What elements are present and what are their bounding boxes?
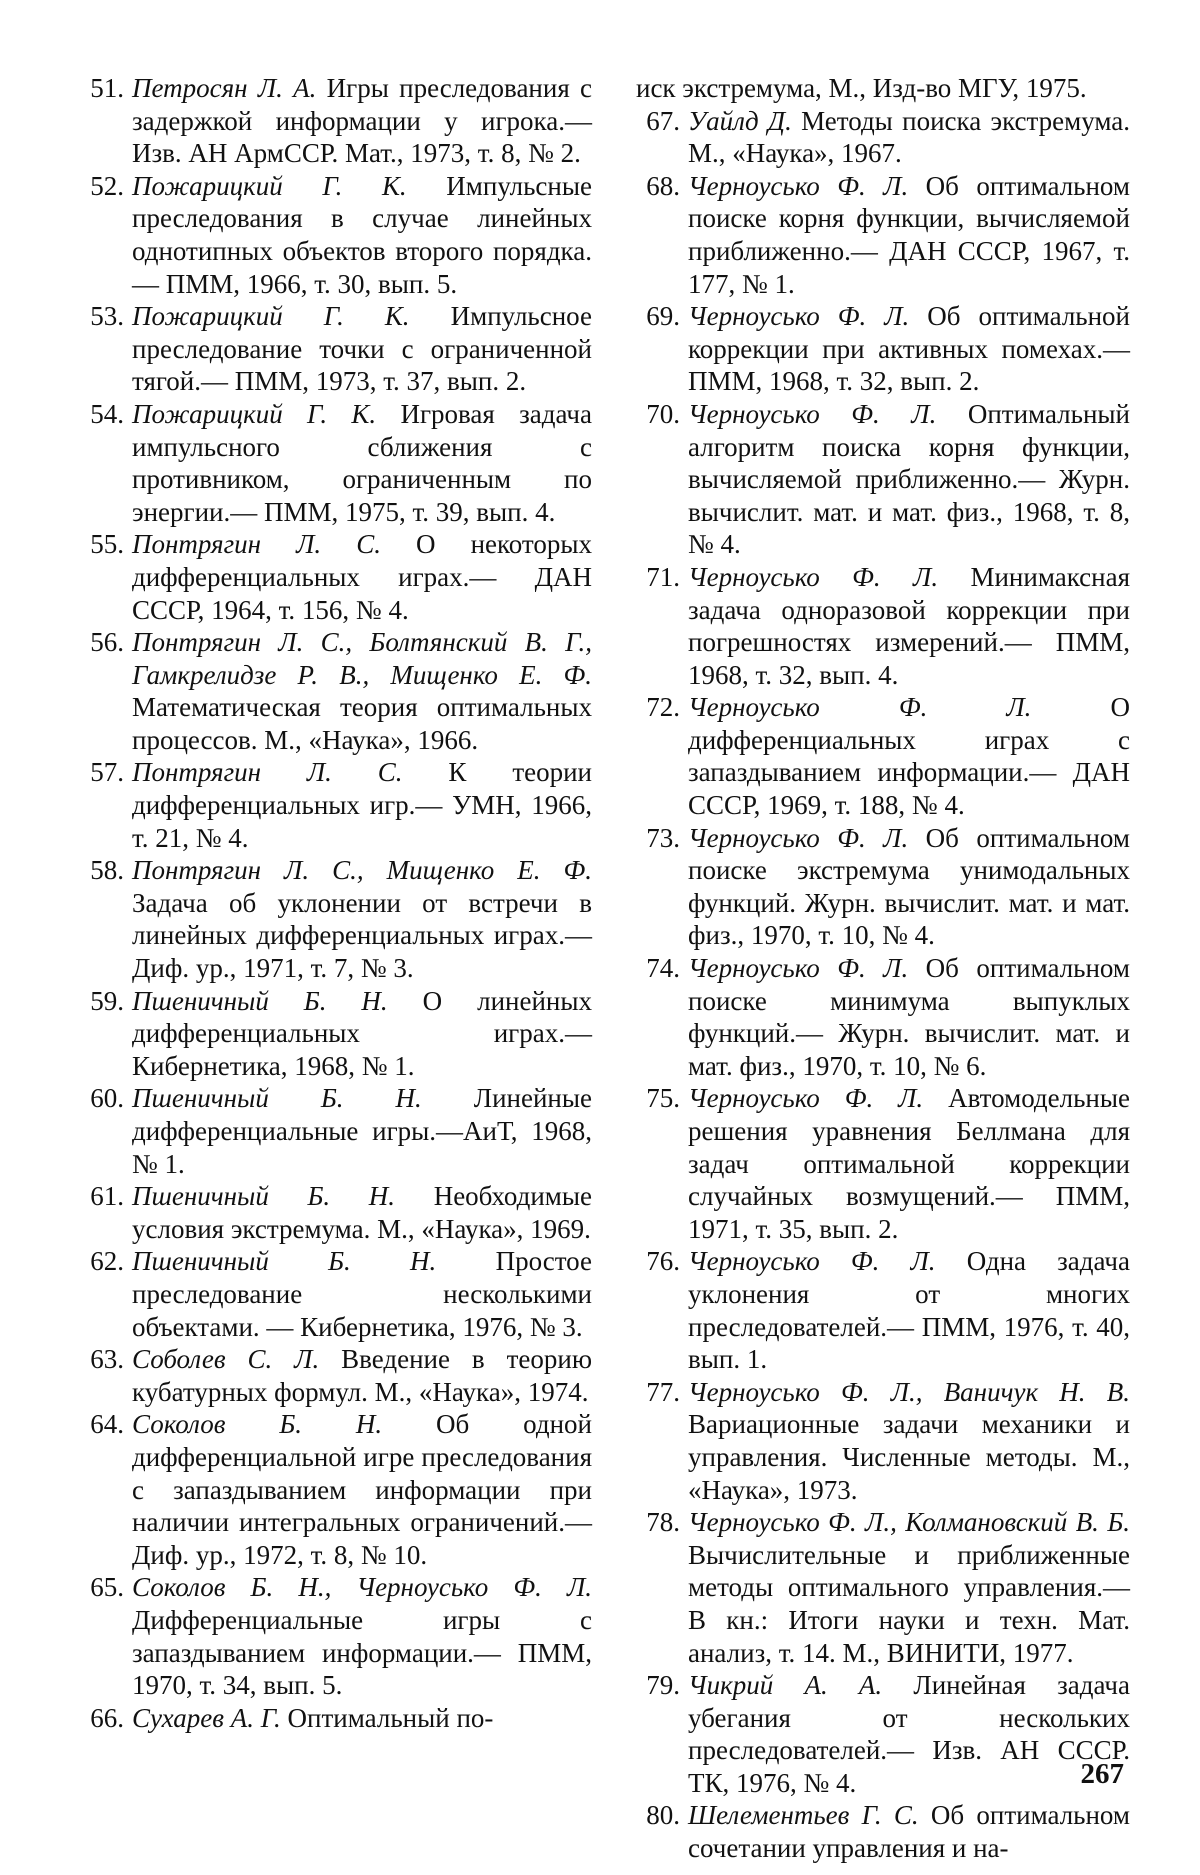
entry-text: О дифференциальных играх с запаздыванием информации.— ДАН СССР, 1969, т. 188, № 4. bbox=[688, 692, 1131, 821]
entry-text: Введение в теорию кубатурных формул. М., «Наука», 1974. bbox=[132, 1344, 592, 1407]
entry-text: Игры преследования с задержкой информации у игрока.— Изв. АН АрмССР. Мат., 1973, т. 8, № 2. bbox=[132, 73, 592, 169]
entry-text: Минимаксная задача одноразовой коррекции при погрешностях измерений.— ПММ, 1968, т. 32, вып. 4. bbox=[688, 561, 1130, 690]
bibliography-entry bbox=[72, 1571, 592, 1701]
entry-author: Черноусько Ф. Л. bbox=[688, 692, 1032, 723]
entry-text: Об одной дифференциальной игре преследования с запаздыванием информации при наличии интегральных ограничений.— Диф. ур., 1972, т. 8, № 10. bbox=[132, 1409, 592, 1570]
entry-author: Черноусько Ф. Л. bbox=[688, 398, 937, 429]
entry-number: 68. bbox=[646, 170, 680, 201]
entry-number: 70. bbox=[646, 398, 680, 429]
entry-number: 61. bbox=[90, 1181, 124, 1212]
entry-number: 58. bbox=[90, 855, 124, 886]
bibliography-entry bbox=[628, 1245, 1130, 1375]
page-number: 267 bbox=[1080, 1758, 1124, 1790]
entry-number: 63. bbox=[90, 1344, 124, 1375]
entry-text: Задача об уклонении от встречи в линейных дифференциальных играх.— Диф. ур., 1971, т. 7, № 3. bbox=[132, 887, 592, 984]
entry-author: Понтрягин Л. С., Болтянский В. Г., Гамкрелидзе Р. В., Мищенко Е. Ф. bbox=[132, 627, 592, 690]
entry-text: Об оптимальной коррекции при активных помехах.— ПММ, 1968, т. 32, вып. 2. bbox=[688, 301, 1130, 397]
entry-author: Пшеничный Б. Н. bbox=[132, 1246, 437, 1277]
entry-number: 62. bbox=[90, 1246, 124, 1277]
entry-continuation: иск экстремума, М., Изд-во МГУ, 1975. bbox=[636, 73, 1087, 103]
entry-number: 65. bbox=[90, 1572, 124, 1603]
right-column-entries bbox=[628, 105, 1130, 1865]
entry-number: 60. bbox=[90, 1083, 124, 1114]
entry-text: Линейная задача убегания от нескольких преследователей.— Изв. АН СССР. ТК, 1976, № 4. bbox=[688, 1670, 1130, 1798]
bibliography-entry bbox=[72, 1408, 592, 1571]
bibliography-entry bbox=[72, 398, 592, 528]
entry-number: 57. bbox=[90, 757, 124, 788]
entry-text: Об оптимальном сочетании управления и на- bbox=[688, 1800, 1130, 1864]
entry-author: Пожарицкий Г. К. bbox=[132, 301, 410, 332]
entry-text: Об оптимальном поиске корня функции, вычисляемой приближенно.— ДАН СССР, 1967, т. 177, № 1. bbox=[688, 170, 1130, 299]
entry-author: Пшеничный Б. Н. bbox=[132, 985, 388, 1016]
entry-text: О некоторых дифференциальных играх.— ДАН СССР, 1964, т. 156, № 4. bbox=[132, 529, 592, 625]
left-column bbox=[72, 72, 592, 1734]
entry-number: 75. bbox=[646, 1083, 680, 1114]
entry-number: 79. bbox=[646, 1670, 680, 1701]
bibliography-entry bbox=[628, 1376, 1130, 1506]
bibliography-entry bbox=[72, 528, 592, 626]
bibliography-entry bbox=[628, 170, 1130, 300]
entry-text: Импульсное преследование точки с ограниченной тягой.— ПММ, 1973, т. 37, вып. 2. bbox=[132, 301, 592, 397]
bibliography-entry bbox=[628, 691, 1130, 821]
entry-author: Чикрий А. А. bbox=[688, 1670, 883, 1701]
bibliography-entry bbox=[628, 822, 1130, 952]
entry-author: Черноусько Ф. Л., Колмановский В. Б. bbox=[688, 1507, 1130, 1538]
entry-number: 71. bbox=[646, 561, 680, 592]
bibliography-entry bbox=[628, 1669, 1130, 1799]
entry-text: К теории дифференциальных игр.— УМН, 1966, т. 21, № 4. bbox=[132, 757, 592, 853]
entry-text: Игровая задача импульсного сближения с противником, ограниченным по энергии.— ПММ, 1975, т. 39, вып. 4. bbox=[132, 398, 592, 527]
entry-text: Вычислительные и приближенные методы оптимального управления.— В кн.: Итоги науки и техн. Мат. анализ, т. 14. М., ВИНИТИ, 1977. bbox=[688, 1539, 1130, 1668]
bibliography-entry bbox=[72, 1245, 592, 1343]
bibliography-entry bbox=[72, 1180, 592, 1245]
entry-text: О линейных дифференциальных играх.— Кибернетика, 1968, № 1. bbox=[132, 985, 592, 1081]
entry-number: 53. bbox=[90, 301, 124, 332]
entry-number: 80. bbox=[646, 1800, 680, 1831]
entry-author: Сухарев А. Г. bbox=[132, 1702, 281, 1733]
entry-text: Об оптимальном поиске экстремума унимодальных функций. Журн. вычислит. мат. и мат. физ., 1970, т. 10, № 4. bbox=[688, 822, 1130, 951]
entry-text: Автомодельные решения уравнения Беллмана для задач оптимальной коррекции случайных возмущений.— ПММ, 1971, т. 35, вып. 2. bbox=[688, 1083, 1130, 1244]
bibliography-entry bbox=[72, 72, 592, 170]
entry-author: Шелементьев Г. С. bbox=[688, 1800, 919, 1831]
entry-number: 72. bbox=[646, 692, 680, 723]
entry-number: 52. bbox=[90, 170, 124, 201]
entry-text: Одна задача уклонения от многих преследователей.— ПММ, 1976, т. 40, вып. 1. bbox=[688, 1246, 1130, 1375]
entry-author: Черноусько Ф. Л. bbox=[688, 953, 909, 984]
entry-text: Оптимальный алгоритм поиска корня функции, вычисляемой приближенно.— Журн. вычислит. мат. и мат. физ., 1968, т. 8, № 4. bbox=[688, 398, 1130, 560]
entry-text: Линейные дифференциальные игры.—АиТ, 1968, № 1. bbox=[132, 1083, 592, 1179]
entry-number: 51. bbox=[90, 73, 124, 103]
bibliography-entry bbox=[72, 300, 592, 398]
entry-author: Пожарицкий Г. К. bbox=[132, 398, 377, 429]
entry-number: 59. bbox=[90, 985, 124, 1016]
entry-text: Дифференциальные игры с запаздыванием информации.— ПММ, 1970, т. 34, вып. 5. bbox=[132, 1604, 592, 1701]
entry-author: Соболев С. Л. bbox=[132, 1344, 320, 1375]
entry-text: Об оптимальном поиске минимума выпуклых функций.— Журн. вычислит. мат. и мат. физ., 1970, т. 10, № 6. bbox=[688, 953, 1130, 1081]
entry-number: 78. bbox=[646, 1507, 680, 1538]
entry-author: Пшеничный Б. Н. bbox=[132, 1181, 396, 1212]
bibliography-entry bbox=[72, 626, 592, 756]
entry-number: 66. bbox=[90, 1702, 124, 1733]
entry-number: 55. bbox=[90, 529, 124, 560]
bibliography-entry bbox=[628, 398, 1130, 561]
entry-text: Импульсные преследования в случае линейных однотипных объектов второго порядка.— ПММ, 1966, т. 30, вып. 5. bbox=[132, 170, 592, 299]
entry-author: Понтрягин Л. С. bbox=[132, 529, 381, 560]
right-column bbox=[628, 72, 1130, 1865]
entry-author: Петросян Л. А. bbox=[132, 73, 317, 103]
entry-author: Черноусько Ф. Л., Ваничук Н. В. bbox=[688, 1376, 1130, 1407]
entry-text: Необходимые условия экстремума. М., «Наука», 1969. bbox=[132, 1181, 592, 1244]
entry-author: Соколов Б. Н. bbox=[132, 1409, 383, 1440]
entry-author: Черноусько Ф. Л. bbox=[688, 1246, 936, 1277]
bibliography-entry bbox=[628, 1082, 1130, 1245]
bibliography-entry bbox=[628, 561, 1130, 691]
entry-author: Черноусько Ф. Л. bbox=[688, 1083, 924, 1114]
entry-text: Математическая теория оптимальных процессов. М., «Наука», 1966. bbox=[132, 692, 592, 755]
entry-number: 54. bbox=[90, 398, 124, 429]
entry-author: Черноусько Ф. Л. bbox=[688, 170, 909, 201]
entry-author: Уайлд Д. bbox=[688, 105, 792, 136]
entry-number: 67. bbox=[646, 105, 680, 136]
entry-number: 56. bbox=[90, 627, 124, 658]
bibliography-entry bbox=[628, 952, 1130, 1082]
entry-text: Вариационные задачи механики и управления. Численные методы. М., «Наука», 1973. bbox=[688, 1409, 1130, 1505]
bibliography-entry bbox=[72, 854, 592, 984]
entry-author: Пожарицкий Г. К. bbox=[132, 170, 407, 201]
entry-number: 69. bbox=[646, 301, 680, 332]
entry-author: Понтрягин Л. С., Мищенко Е. Ф. bbox=[132, 855, 592, 886]
entry-number: 73. bbox=[646, 822, 680, 853]
bibliography-entry bbox=[628, 300, 1130, 398]
bibliography-entry bbox=[72, 756, 592, 854]
entry-text: Простое преследование несколькими объектами. — Кибернетика, 1976, № 3. bbox=[132, 1246, 592, 1342]
entry-text: Оптимальный по- bbox=[280, 1702, 494, 1733]
entry-number: 64. bbox=[90, 1409, 124, 1440]
entry-number: 76. bbox=[646, 1246, 680, 1277]
bibliography-entry bbox=[72, 1082, 592, 1180]
entry-author: Черноусько Ф. Л. bbox=[688, 301, 910, 332]
entry-author: Черноусько Ф. Л. bbox=[688, 561, 939, 592]
bibliography-entry bbox=[72, 985, 592, 1083]
bibliography-entry bbox=[72, 1702, 592, 1735]
bibliography-entry bbox=[72, 1343, 592, 1408]
bibliography-entry bbox=[628, 105, 1130, 170]
entry-number: 74. bbox=[646, 953, 680, 984]
bibliography-entry bbox=[72, 170, 592, 300]
bibliography-entry bbox=[628, 1506, 1130, 1669]
bibliography-entry bbox=[628, 1799, 1130, 1864]
entry-author: Черноусько Ф. Л. bbox=[688, 822, 909, 853]
entry-text: Методы поиска экстремума. М., «Наука», 1967. bbox=[688, 105, 1131, 169]
entry-author: Соколов Б. Н., Черноусько Ф. Л. bbox=[132, 1572, 592, 1603]
entry-author: Понтрягин Л. С. bbox=[132, 757, 403, 788]
entry-author: Пшеничный Б. Н. bbox=[132, 1083, 422, 1114]
entry-number: 77. bbox=[646, 1376, 680, 1407]
